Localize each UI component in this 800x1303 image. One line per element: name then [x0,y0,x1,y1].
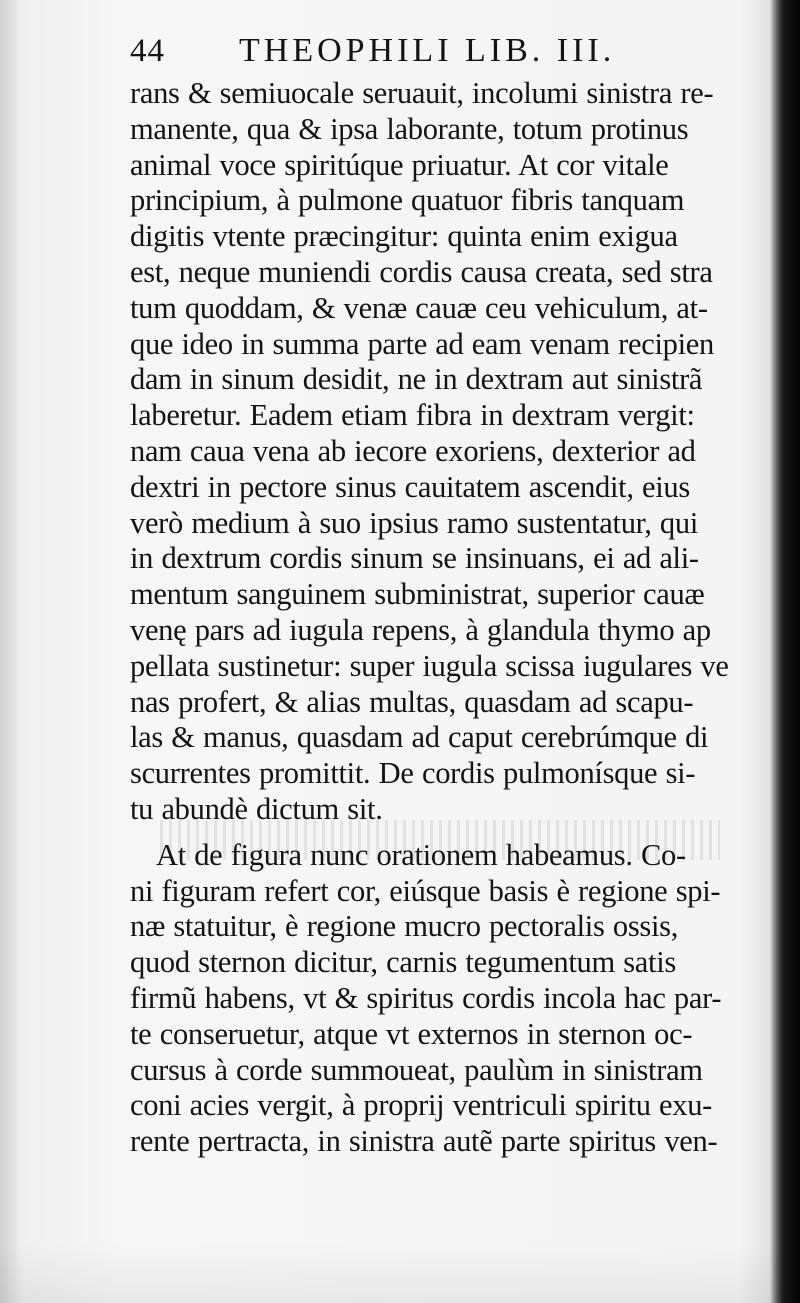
text-line: nam caua vena ab iecore exoriens, dexterior ad [130,433,696,468]
text-line: laberetur. Eadem etiam fibra in dextram vergit: [130,398,695,433]
text-line: At de figura nunc orationem habeamus. Co- [156,837,686,872]
page-bottom-shade [0,1243,800,1303]
text-line: animal voce spiritúque priuatur. At cor vitale [130,147,669,182]
text-line: nas profert, & alias multas, quasdam ad scapu- [130,684,694,719]
text-line: venę pars ad iugula repens, à glandula thymo ap [130,612,711,647]
text-line: digitis vtente præcingitur: quinta enim exigua [130,219,678,254]
text-line: næ statuitur, è regione mucro pectoralis ossis, [130,909,679,944]
text-line: in dextrum cordis sinum se insinuans, ei ad ali- [130,541,699,576]
gutter-shadow [770,0,800,1303]
paragraph-2 [130,838,750,1160]
body-text [130,76,750,1160]
text-line: firmũ habens, vt & spiritus cordis incola hac par- [130,980,722,1015]
text-line: te conseruetur, atque vt externos in sternon oc- [130,1016,693,1051]
running-head [130,26,770,76]
text-line: coni acies vergit, à proprij ventriculi spiritu exu- [130,1088,713,1123]
text-line: cursus à corde summoueat, paulùm in sinistram [130,1052,703,1087]
text-line: principium, à pulmone quatuor fibris tanquam [130,183,685,218]
running-title: THEOPHILI LIB. III. [239,32,616,69]
page-number: 44 [130,32,165,69]
text-line: ni figuram refert cor, eiúsque basis è regione spi- [130,873,721,908]
text-line: est, neque muniendi cordis causa creata, sed stra [130,254,713,289]
text-line: mentum sanguinem subministrat, superior cauæ [130,577,705,612]
text-line: que ideo in summa parte ad eam venam recipien [130,326,714,361]
text-line: manente, qua & ipsa laborante, totum protinus [130,111,689,146]
text-line: tu abundè dictum sit. [130,791,383,826]
text-line: verò medium à suo ipsius ramo sustentatur, qui [130,505,699,540]
text-line: pellata sustinetur: super iugula scissa iugulares ve [130,648,729,683]
text-line: tum quoddam, & venæ cauæ ceu vehiculum, at- [130,290,708,325]
text-line: rente pertracta, in sinistra autẽ parte spiritus ven- [130,1124,718,1159]
paragraph-1 [130,76,750,828]
text-line: dam in sinum desidit, ne in dextram aut sinistrã [130,362,703,397]
ink-bleed-through [160,820,720,860]
text-line: scurrentes promittit. De cordis pulmonísque si- [130,756,696,791]
text-line: quod sternon dicitur, carnis tegumentum satis [130,945,676,980]
text-line: dextri in pectore sinus cauitatem ascendit, eius [130,469,690,504]
text-line: rans & semiuocale seruauit, incolumi sinistra re- [130,76,714,110]
text-line: las & manus, quasdam ad caput cerebrúmque di [130,720,709,755]
